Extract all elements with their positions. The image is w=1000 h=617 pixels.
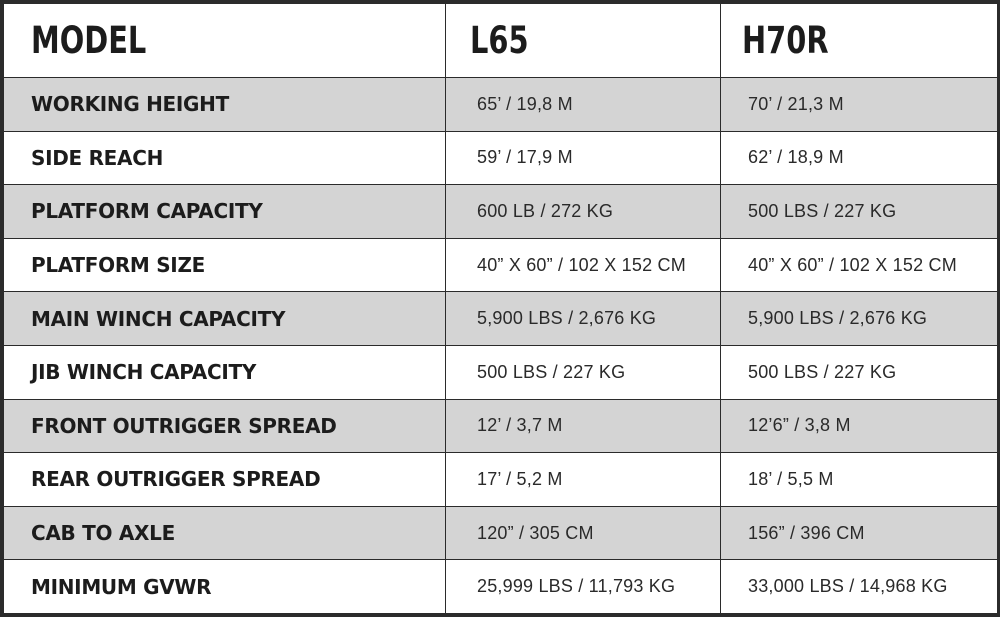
header-model-l65: L65 [446,4,721,78]
row-value-h70r: 70’ / 21,3 M [721,78,998,132]
table-row-platform-size [4,238,998,292]
table-row-working-height [4,78,998,132]
row-value-l65: 600 LB / 272 KG [446,185,721,239]
row-label: SIDE REACH [4,131,446,185]
row-label: FRONT OUTRIGGER SPREAD [4,399,446,453]
header-model-h70r: H70R [721,4,998,78]
row-label: REAR OUTRIGGER SPREAD [4,453,446,507]
row-value-l65: 12’ / 3,7 M [446,399,721,453]
row-value-h70r: 33,000 LBS / 14,968 KG [721,560,998,614]
row-value-l65: 65’ / 19,8 M [446,78,721,132]
header-model-label: MODEL [4,4,446,78]
row-value-h70r: 500 LBS / 227 KG [721,345,998,399]
table-row-minimum-gvwr [4,560,998,614]
row-value-l65: 25,999 LBS / 11,793 KG [446,560,721,614]
row-value-h70r: 156” / 396 CM [721,506,998,560]
row-value-h70r: 40” X 60” / 102 X 152 CM [721,238,998,292]
table-row-front-outrigger-spread [4,399,998,453]
spec-comparison-table [3,3,998,614]
table-row-main-winch-capacity [4,292,998,346]
header-row [4,4,998,78]
row-value-l65: 17’ / 5,2 M [446,453,721,507]
row-value-h70r: 500 LBS / 227 KG [721,185,998,239]
row-value-h70r: 5,900 LBS / 2,676 KG [721,292,998,346]
table-row-cab-to-axle [4,506,998,560]
row-value-h70r: 18’ / 5,5 M [721,453,998,507]
row-value-h70r: 12’6” / 3,8 M [721,399,998,453]
table-row-platform-capacity [4,185,998,239]
row-label: CAB TO AXLE [4,506,446,560]
row-value-l65: 120” / 305 CM [446,506,721,560]
row-value-l65: 500 LBS / 227 KG [446,345,721,399]
row-value-l65: 59’ / 17,9 M [446,131,721,185]
row-label: WORKING HEIGHT [4,78,446,132]
row-label: MINIMUM GVWR [4,560,446,614]
row-value-l65: 5,900 LBS / 2,676 KG [446,292,721,346]
table-row-side-reach [4,131,998,185]
row-label: PLATFORM SIZE [4,238,446,292]
row-value-l65: 40” X 60” / 102 X 152 CM [446,238,721,292]
row-label: MAIN WINCH CAPACITY [4,292,446,346]
table-row-rear-outrigger-spread [4,453,998,507]
table-row-jib-winch-capacity [4,345,998,399]
row-value-h70r: 62’ / 18,9 M [721,131,998,185]
table-header [4,4,998,78]
row-label: PLATFORM CAPACITY [4,185,446,239]
row-label: JIB WINCH CAPACITY [4,345,446,399]
table-body [4,78,998,614]
